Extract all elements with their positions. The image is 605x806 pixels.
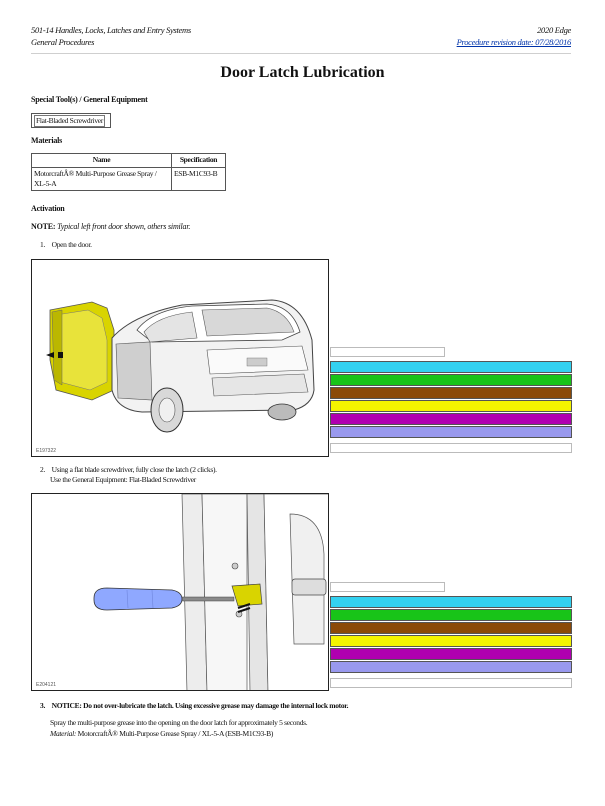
- page-title: Door Latch Lubrication: [220, 64, 385, 81]
- color-bar-yellow: [330, 635, 572, 647]
- tool-item: Flat-Bladed Screwdriver: [36, 116, 104, 125]
- material-text: MotorcraftÂ® Multi-Purpose Grease Spray / XL-5-A (ESB-M1C93-B): [77, 729, 274, 738]
- step-text: Spray the multi-purpose grease into the opening on the door latch for approximately 5 seconds.: [50, 718, 308, 727]
- header-section-title: 501-14 Handles, Locks, Latches and Entry Systems: [31, 25, 191, 35]
- color-bar-lavender: [330, 426, 572, 438]
- color-bar-yellow: [330, 400, 572, 412]
- step-number: 2.: [40, 465, 46, 474]
- header-model-year: 2020 Edge: [537, 25, 571, 35]
- step-2: [40, 465, 217, 485]
- figure-caption: E197322: [36, 448, 57, 454]
- vehicle-illustration: [32, 260, 329, 457]
- color-key-empty-box: [330, 582, 445, 592]
- color-key-empty-row: [330, 443, 572, 453]
- header-section-subtitle: General Procedures: [31, 37, 95, 47]
- note-label: NOTE:: [31, 222, 56, 231]
- step-notice: NOTICE: Do not over-lubricate the latch. Using excessive grease may damage the internal lock motor.: [51, 701, 349, 710]
- special-tools-heading: Special Tool(s) / General Equipment: [31, 95, 148, 104]
- color-key-empty-row: [330, 678, 572, 688]
- color-bar-green: [330, 374, 572, 386]
- color-bar-magenta: [330, 413, 572, 425]
- activation-note: [31, 222, 190, 231]
- color-bar-brown: [330, 622, 572, 634]
- color-bar-cyan: [330, 596, 572, 608]
- special-tools-box: [31, 113, 111, 128]
- color-key-empty-box: [330, 347, 445, 357]
- activation-heading: Activation: [31, 204, 65, 213]
- color-bar-cyan: [330, 361, 572, 373]
- step-3: [40, 700, 348, 739]
- materials-heading: Materials: [31, 136, 63, 145]
- latch-illustration: [32, 494, 329, 691]
- figure-caption: E204121: [36, 682, 57, 688]
- materials-col-spec: Specification: [172, 154, 226, 168]
- color-bar-lavender: [330, 661, 572, 673]
- figure-open-door: [31, 259, 329, 457]
- step-number: 3.: [40, 701, 46, 710]
- page-header: [31, 24, 571, 54]
- step-1: [40, 240, 92, 250]
- figure-screwdriver-latch: [31, 493, 329, 691]
- materials-col-name: Name: [32, 154, 172, 168]
- material-label: Material:: [50, 729, 77, 738]
- color-bar-brown: [330, 387, 572, 399]
- step-text: Open the door.: [51, 240, 92, 249]
- color-bar-magenta: [330, 648, 572, 660]
- step-text: Using a flat blade screwdriver, fully close the latch (2 clicks).: [51, 465, 217, 474]
- color-bar-green: [330, 609, 572, 621]
- step-subtext: Use the General Equipment: Flat-Bladed Screwdriver: [50, 475, 196, 484]
- note-text: Typical left front door shown, others similar.: [57, 222, 191, 231]
- step-number: 1.: [40, 240, 46, 249]
- table-row: [32, 168, 226, 191]
- revision-date-link[interactable]: Procedure revision date: 07/28/2016: [456, 37, 571, 47]
- materials-table: [31, 153, 226, 191]
- material-name: MotorcraftÂ® Multi-Purpose Grease Spray / XL-5-A: [32, 168, 172, 191]
- material-spec: ESB-M1C93-B: [172, 168, 226, 191]
